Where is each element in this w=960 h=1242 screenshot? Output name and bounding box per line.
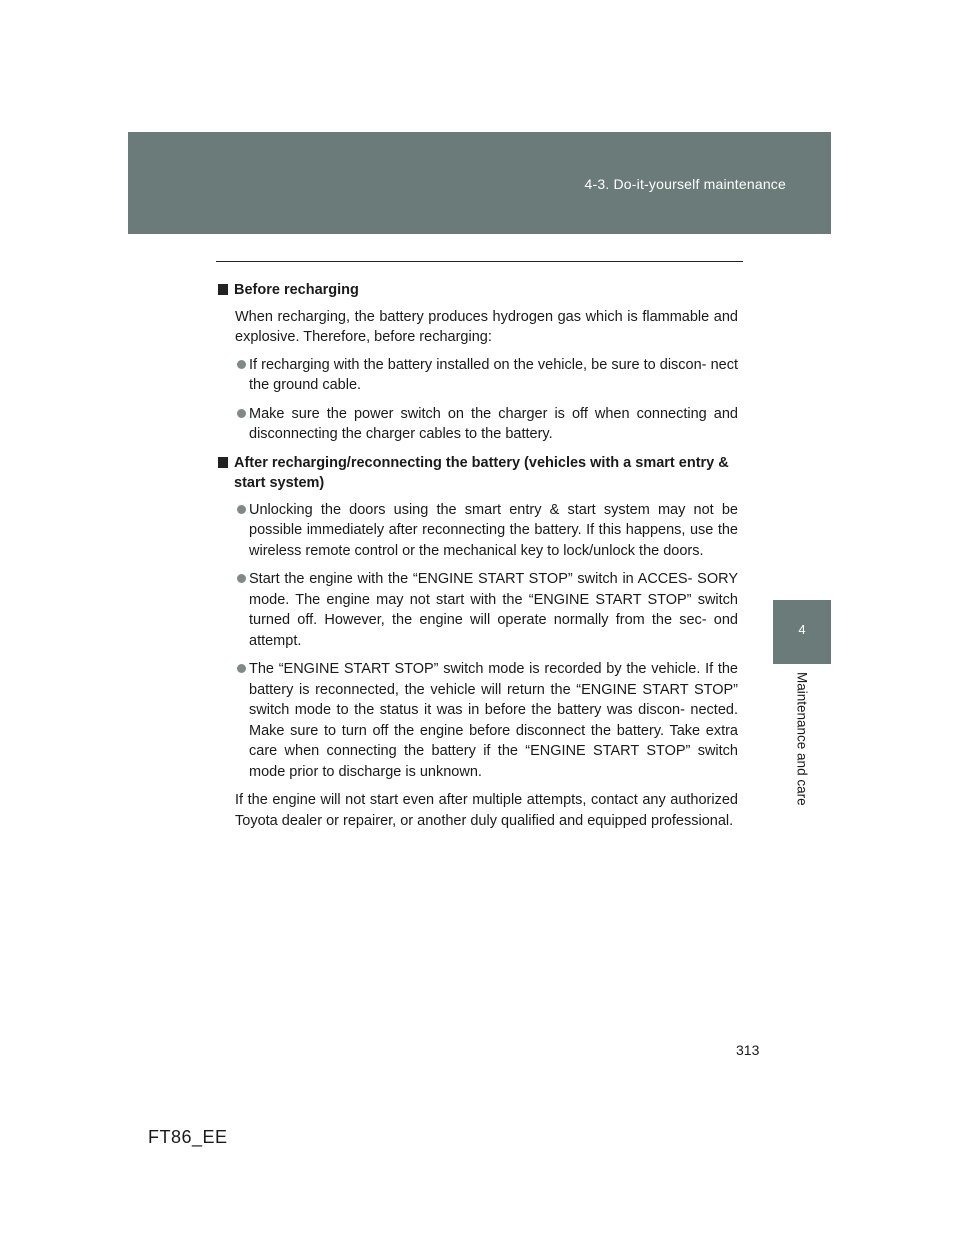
list-item-text: If recharging with the battery installed on the vehicle, be sure to discon- nect the ground cable. [249, 356, 738, 393]
list-item [218, 404, 738, 445]
chapter-tab [773, 600, 831, 664]
page-number: 313 [736, 1042, 760, 1058]
list-item [218, 500, 738, 562]
paragraph: If the engine will not start even after multiple attempts, contact any authorized Toyota dealer or repairer, or another duly qualified and equipped professional. [235, 792, 738, 829]
list-item [218, 569, 738, 651]
list-item [218, 355, 738, 396]
round-bullet-icon [237, 574, 246, 583]
round-bullet-icon [237, 409, 246, 418]
square-bullet-icon [218, 284, 228, 295]
square-bullet-icon [218, 457, 228, 468]
chapter-label: Maintenance and care [794, 672, 810, 806]
list-item-text: Make sure the power switch on the charger is off when connecting and disconnecting the charger cables to the battery. [249, 405, 738, 442]
round-bullet-icon [237, 664, 246, 673]
section-heading [218, 280, 738, 301]
list-item-text: Start the engine with the “ENGINE START STOP” switch in ACCES- SORY mode. The engine may not start with the “ENGINE START STOP” switch turned off. However, the engine will operate normally from the sec- ond attempt. [249, 571, 738, 649]
list-item-text: Unlocking the doors using the smart entry & start system may not be possible immediately after reconnecting the battery. If this happens, use the wireless remote control or the mechanical key to lock/unlock the doors. [249, 501, 738, 559]
section-heading [218, 453, 738, 494]
heading-text: Before recharging [234, 282, 359, 298]
list-item [218, 659, 738, 782]
document-code: FT86_EE [148, 1127, 228, 1147]
header-band [128, 132, 831, 234]
main-content [218, 280, 738, 838]
top-divider [216, 261, 743, 262]
section-title: 4-3. Do-it-yourself maintenance [584, 176, 786, 192]
list-item-text: The “ENGINE START STOP” switch mode is recorded by the vehicle. If the battery is reconnected, the vehicle will return the “ENGINE START STOP” switch mode to the status it was in before the battery was discon- nected. Make sure to turn off the engine before disconnect the battery. Take extra care when connecting the battery if the “ENGINE START STOP” switch mode prior to discharge is unknown. [249, 661, 738, 780]
paragraph: When recharging, the battery produces hydrogen gas which is flammable and explosive. Therefore, before recharging: [235, 308, 738, 345]
heading-text: After recharging/reconnecting the battery (vehicles with a smart entry & start system) [234, 454, 729, 491]
chapter-number: 4 [798, 622, 806, 637]
round-bullet-icon [237, 505, 246, 514]
chapter-label-box [773, 664, 831, 804]
round-bullet-icon [237, 360, 246, 369]
